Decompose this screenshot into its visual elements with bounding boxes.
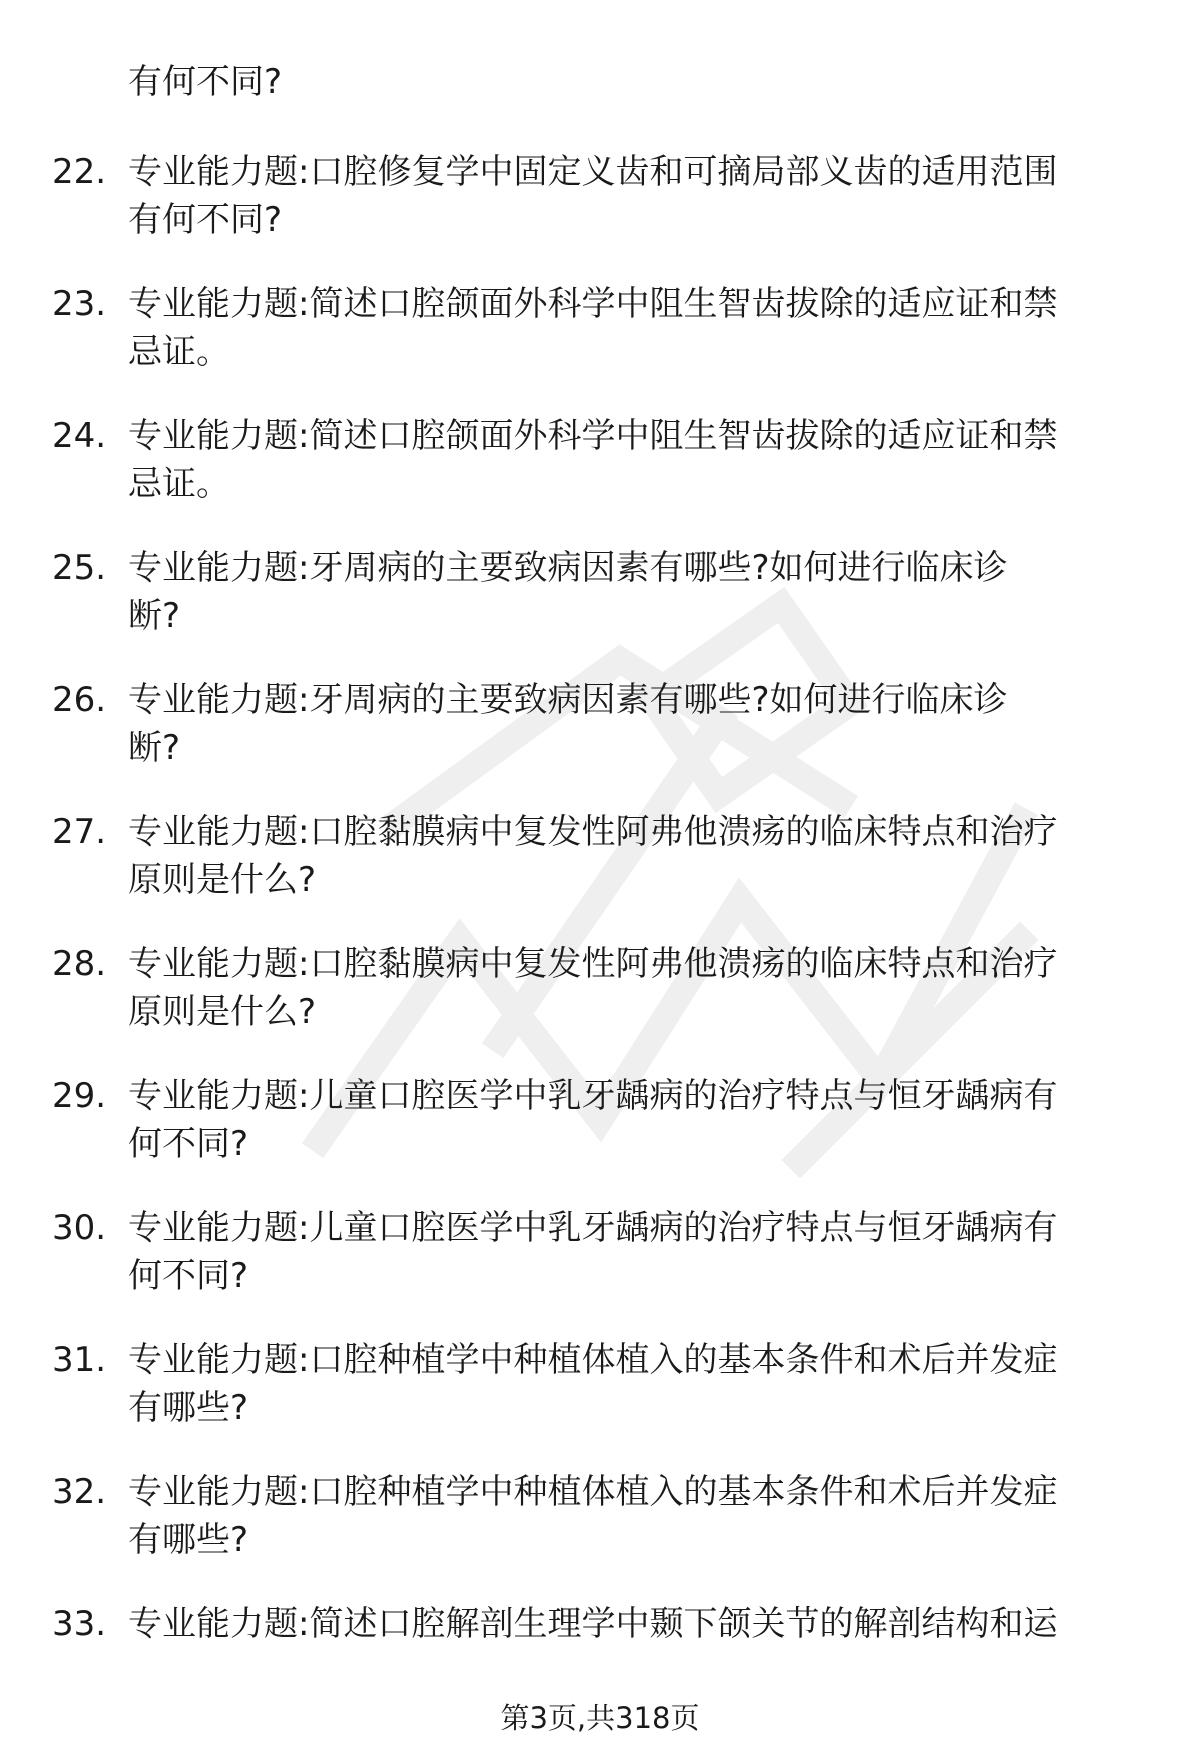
question-text-line: 有哪些? <box>128 1388 249 1428</box>
question-text <box>128 412 1148 508</box>
question-item <box>0 148 1200 280</box>
question-text-line: 有何不同? <box>128 200 283 240</box>
question-number: 25. <box>52 548 107 588</box>
question-text-line: 专业能力题:口腔种植学中种植体植入的基本条件和术后并发症 <box>128 1340 1058 1380</box>
question-text-line: 专业能力题:口腔修复学中固定义齿和可摘局部义齿的适用范围 <box>128 152 1058 192</box>
question-text <box>128 544 1148 640</box>
question-number: 27. <box>52 812 107 852</box>
question-text <box>128 1468 1148 1564</box>
question-text-line: 忌证。 <box>128 464 230 504</box>
question-item <box>0 676 1200 808</box>
question-number: 31. <box>52 1340 107 1380</box>
question-item <box>0 808 1200 940</box>
question-item <box>0 1336 1200 1468</box>
question-number: 22. <box>52 152 107 192</box>
question-text-line: 断? <box>128 596 181 636</box>
question-text-line: 专业能力题:口腔黏膜病中复发性阿弗他溃疡的临床特点和治疗 <box>128 812 1058 852</box>
question-text <box>128 676 1148 772</box>
question-item <box>0 280 1200 412</box>
question-number: 33. <box>52 1604 107 1644</box>
question-item <box>0 1468 1200 1600</box>
question-text-line: 专业能力题:简述口腔颌面外科学中阻生智齿拔除的适应证和禁 <box>128 416 1058 456</box>
question-text <box>128 280 1148 376</box>
question-text <box>128 148 1148 244</box>
continued-question-text: 有何不同? <box>128 62 283 102</box>
question-item <box>0 940 1200 1072</box>
page-footer: 第3页,共318页 <box>500 1701 700 1735</box>
question-text-line: 专业能力题:口腔黏膜病中复发性阿弗他溃疡的临床特点和治疗 <box>128 944 1058 984</box>
question-text-line: 断? <box>128 728 181 768</box>
question-text <box>128 1072 1148 1168</box>
question-text-line: 专业能力题:简述口腔颌面外科学中阻生智齿拔除的适应证和禁 <box>128 284 1058 324</box>
question-text <box>128 1204 1148 1300</box>
question-item <box>0 1072 1200 1204</box>
question-number: 29. <box>52 1076 107 1116</box>
question-item <box>0 412 1200 544</box>
question-number: 28. <box>52 944 107 984</box>
question-text-line: 专业能力题:口腔种植学中种植体植入的基本条件和术后并发症 <box>128 1472 1058 1512</box>
question-text-line: 专业能力题:牙周病的主要致病因素有哪些?如何进行临床诊 <box>128 680 1008 720</box>
question-item <box>0 544 1200 676</box>
question-text-line: 忌证。 <box>128 332 230 372</box>
question-text-line: 专业能力题:牙周病的主要致病因素有哪些?如何进行临床诊 <box>128 548 1008 588</box>
question-text-line: 原则是什么? <box>128 860 317 900</box>
question-text-line: 何不同? <box>128 1256 249 1296</box>
question-text-line: 何不同? <box>128 1124 249 1164</box>
question-number: 30. <box>52 1208 107 1248</box>
question-text <box>128 1336 1148 1432</box>
question-text <box>128 808 1148 904</box>
question-text-line: 专业能力题:儿童口腔医学中乳牙龋病的治疗特点与恒牙龋病有 <box>128 1076 1058 1116</box>
question-text-line: 有哪些? <box>128 1520 249 1560</box>
question-text <box>128 1600 1148 1648</box>
question-number: 24. <box>52 416 107 456</box>
question-list <box>0 148 1200 1732</box>
question-number: 23. <box>52 284 107 324</box>
question-text <box>128 940 1148 1036</box>
question-item <box>0 1204 1200 1336</box>
question-number: 32. <box>52 1472 107 1512</box>
question-text-line: 专业能力题:简述口腔解剖生理学中颞下颌关节的解剖结构和运 <box>128 1604 1058 1644</box>
question-text-line: 原则是什么? <box>128 992 317 1032</box>
question-number: 26. <box>52 680 107 720</box>
question-text-line: 专业能力题:儿童口腔医学中乳牙龋病的治疗特点与恒牙龋病有 <box>128 1208 1058 1248</box>
